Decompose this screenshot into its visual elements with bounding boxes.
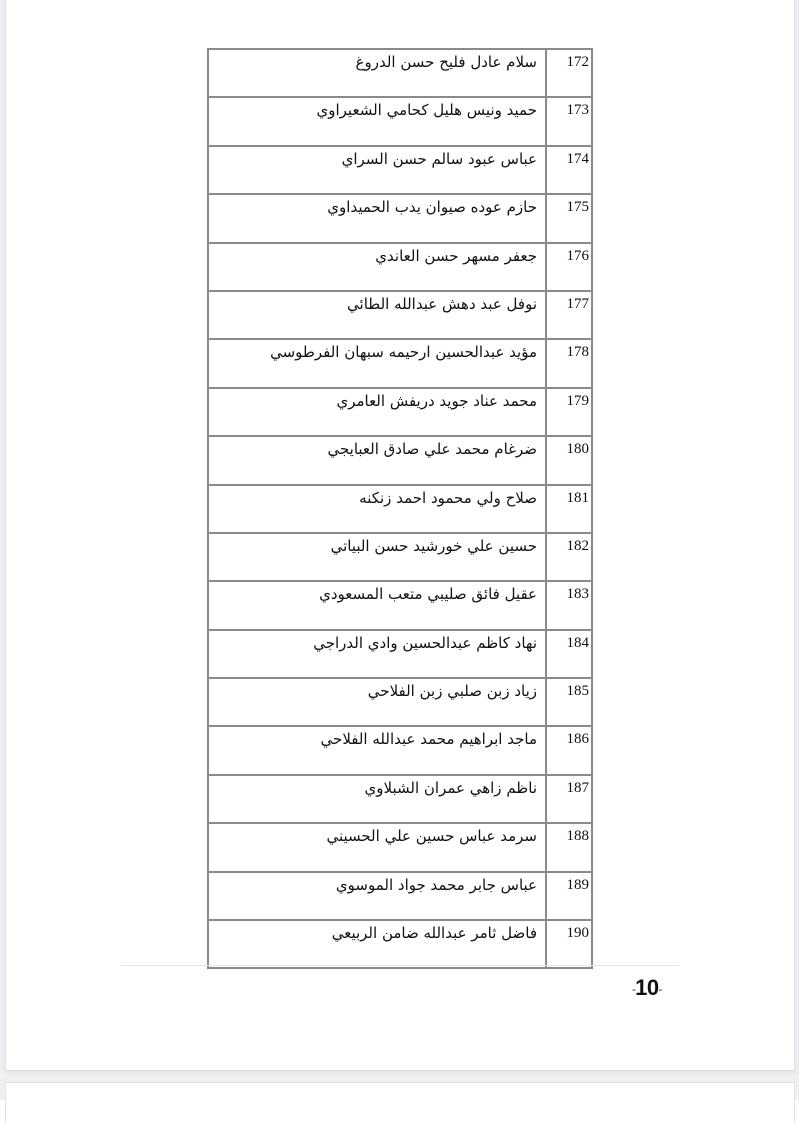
table-row — [208, 146, 592, 194]
row-number-cell — [546, 291, 592, 339]
row-name-cell: سلام عادل فليح حسن الدروغ — [208, 49, 546, 97]
row-number-cell — [546, 339, 592, 387]
row-number: 181 — [566, 489, 589, 506]
row-number-cell — [546, 146, 592, 194]
row-name-cell: نوفل عبد دهش عبدالله الطائي — [208, 291, 546, 339]
table-row — [208, 97, 592, 145]
names-table — [207, 48, 593, 969]
row-number-cell — [546, 581, 592, 629]
table-row — [208, 630, 592, 678]
row-number-cell — [546, 97, 592, 145]
row-number-cell — [546, 920, 592, 968]
row-number: 175 — [566, 199, 589, 216]
row-name-cell: عباس جابر محمد جواد الموسوي — [208, 872, 546, 920]
table-row — [208, 436, 592, 484]
row-number: 187 — [566, 779, 589, 796]
footer-divider — [121, 965, 679, 966]
table-row — [208, 291, 592, 339]
row-number: 180 — [566, 441, 589, 458]
row-number-cell — [546, 872, 592, 920]
row-number: 178 — [566, 344, 589, 361]
table-row — [208, 726, 592, 774]
row-name-cell: فاضل ثامر عبدالله ضامن الربيعي — [208, 920, 546, 968]
row-name-cell: حازم عوده صيوان يدب الحميداوي — [208, 194, 546, 242]
table-row — [208, 533, 592, 581]
table-row — [208, 920, 592, 968]
row-name-cell: حسين علي خورشيد حسن البياتي — [208, 533, 546, 581]
row-number: 172 — [566, 54, 589, 70]
row-name-cell: عقيل فائق صليبي متعب المسعودي — [208, 581, 546, 629]
row-number-cell — [546, 243, 592, 291]
table-row — [208, 485, 592, 533]
row-number-cell — [546, 194, 592, 242]
row-name-cell: سرمد عباس حسين علي الحسيني — [208, 823, 546, 871]
row-number-cell — [546, 823, 592, 871]
row-number-cell — [546, 436, 592, 484]
row-number: 174 — [566, 150, 589, 167]
row-name-cell: عباس عبود سالم حسن السراي — [208, 146, 546, 194]
row-name-cell: نهاد كاظم عبدالحسين وادي الدراجي — [208, 630, 546, 678]
table-row — [208, 775, 592, 823]
row-number: 177 — [566, 295, 589, 312]
row-number: 184 — [566, 634, 589, 651]
row-name-cell: جعفر مسهر حسن العاندي — [208, 243, 546, 291]
page-number-value: 10 — [635, 975, 659, 1000]
row-number: 186 — [566, 731, 589, 748]
table-row — [208, 388, 592, 436]
page-number-dash-right: - — [658, 984, 662, 996]
row-number: 183 — [566, 586, 589, 603]
table-row — [208, 194, 592, 242]
row-number-cell — [546, 726, 592, 774]
table-row — [208, 243, 592, 291]
row-name-cell: حميد ونيس هليل كحامي الشعيراوي — [208, 97, 546, 145]
row-number-cell — [546, 533, 592, 581]
row-number: 190 — [566, 925, 589, 942]
row-name-cell: زياد زبن صلبي زبن الفلاحي — [208, 678, 546, 726]
row-name-cell: صلاح ولي محمود احمد زنكنه — [208, 485, 546, 533]
row-name-cell: ضرغام محمد علي صادق العبايجي — [208, 436, 546, 484]
table-row — [208, 872, 592, 920]
row-number: 189 — [566, 876, 589, 893]
table-row — [208, 49, 592, 97]
table-row — [208, 678, 592, 726]
row-number: 182 — [566, 537, 589, 554]
page-number-dash-left: - — [632, 984, 636, 996]
row-number: 179 — [566, 392, 589, 409]
table-row — [208, 581, 592, 629]
row-name-cell: ماجد ابراهيم محمد عبدالله الفلاحي — [208, 726, 546, 774]
row-number-cell — [546, 49, 592, 97]
table-row — [208, 339, 592, 387]
names-table-body — [208, 49, 592, 968]
next-page-top — [5, 1082, 795, 1123]
row-number-cell — [546, 388, 592, 436]
row-number-cell — [546, 678, 592, 726]
row-number: 176 — [566, 247, 589, 264]
row-number-cell — [546, 630, 592, 678]
row-number: 188 — [566, 828, 589, 845]
row-number: 185 — [566, 683, 589, 700]
row-number: 173 — [566, 102, 589, 119]
row-name-cell: ناظم زاهي عمران الشبلاوي — [208, 775, 546, 823]
row-number-cell — [546, 775, 592, 823]
row-name-cell: مؤيد عبدالحسين ارحيمه سبهان الفرطوسي — [208, 339, 546, 387]
page-number — [632, 975, 662, 1001]
row-name-cell: محمد عناد جويد دريفش العامري — [208, 388, 546, 436]
document-page — [5, 0, 795, 1071]
table-row — [208, 823, 592, 871]
row-number-cell — [546, 485, 592, 533]
